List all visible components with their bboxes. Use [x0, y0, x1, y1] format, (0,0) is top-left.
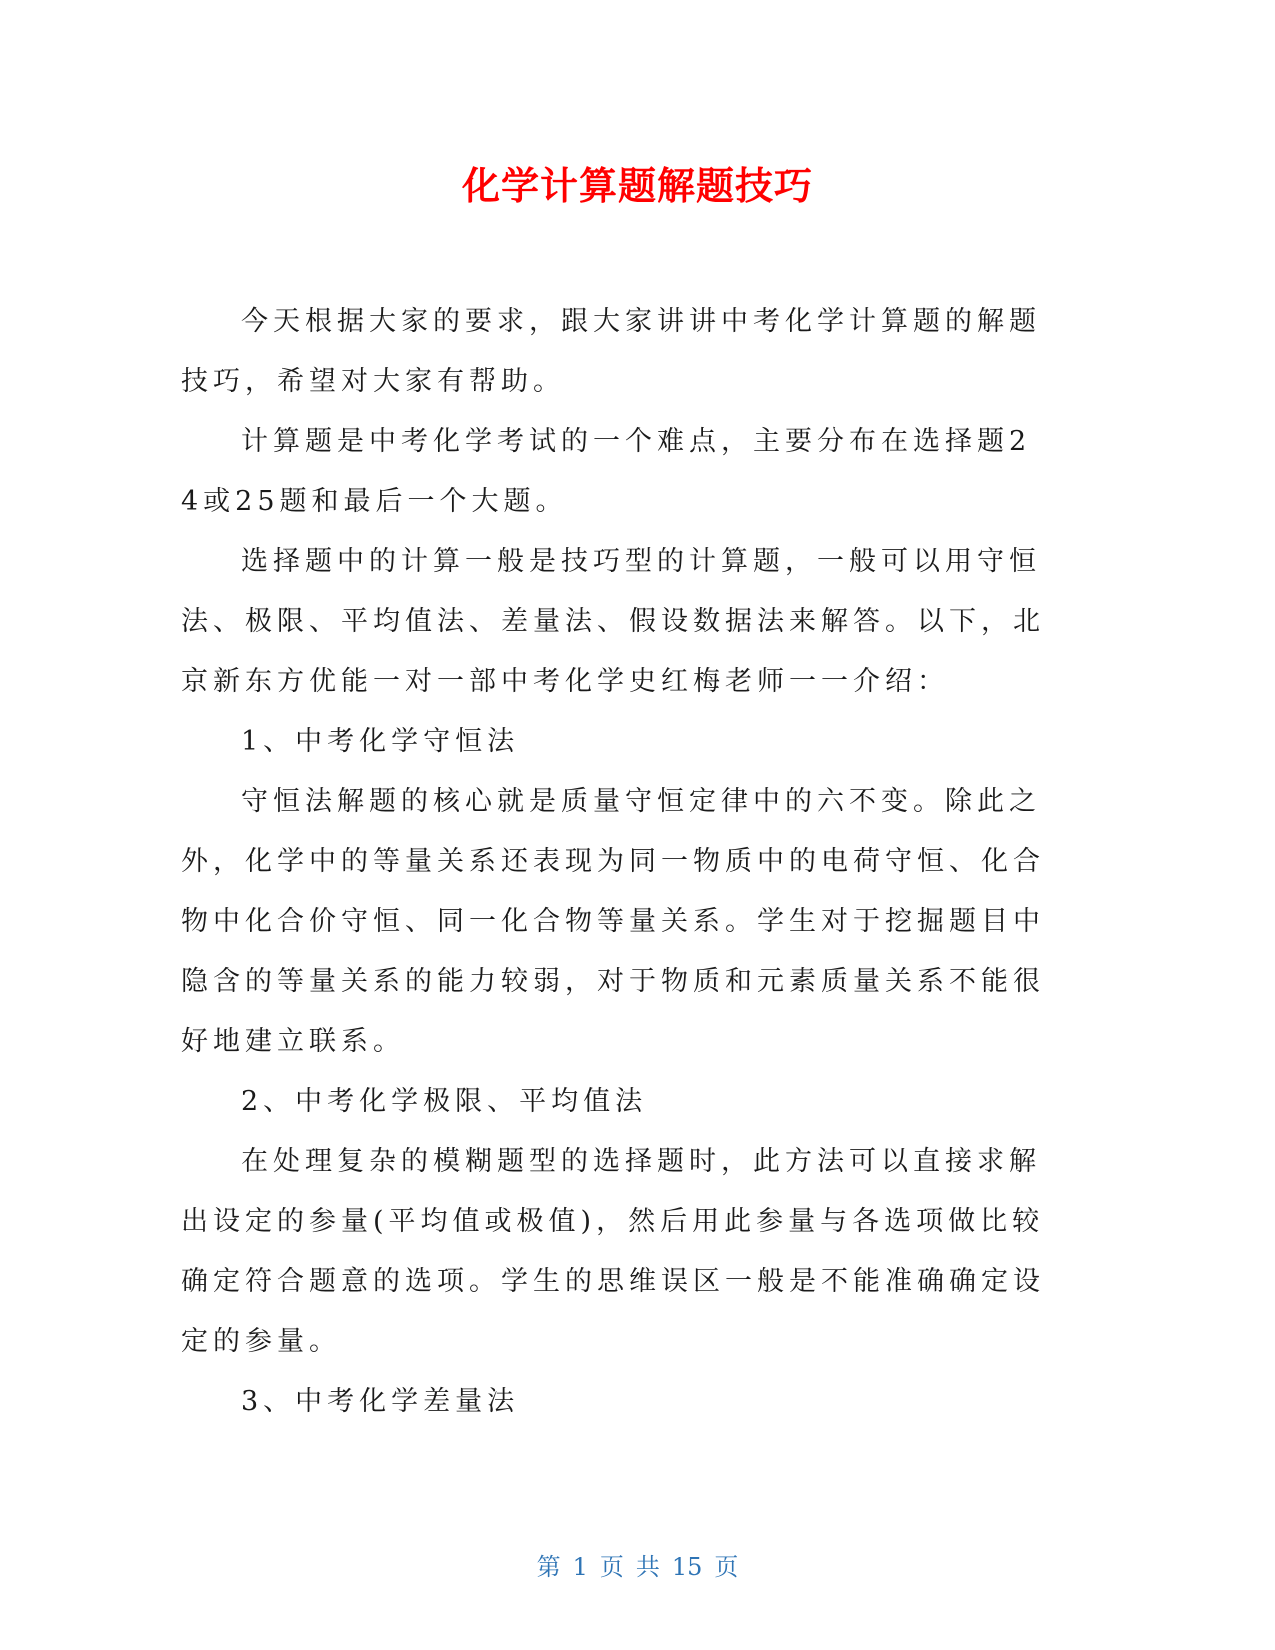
paragraph-limit-average: 在处理复杂的模糊题型的选择题时，此方法可以直接求解出设定的参量(平均值或极值)，然后用此参量与各选项做比较确定符合题意的选项。学生的思维误区一般是不能准确确定设定的参量。	[181, 1146, 1045, 1357]
heading-limit-average-method: 2、中考化学极限、平均值法	[241, 1086, 648, 1117]
document-title: 化学计算题解题技巧	[461, 164, 813, 208]
paragraph-difficulty: 计算题是中考化学考试的一个难点，主要分布在选择题24或25题和最后一个大题。	[181, 426, 1032, 517]
footer-suffix: 页	[714, 1553, 739, 1581]
footer-total-word: 共	[635, 1553, 660, 1581]
heading-difference-method: 3、中考化学差量法	[241, 1386, 520, 1417]
document-body	[181, 292, 1051, 1432]
footer-page-number: 1	[572, 1553, 588, 1581]
footer-page-word: 页	[599, 1553, 624, 1581]
heading-conservation-method: 1、中考化学守恒法	[241, 726, 520, 757]
footer-total-pages: 15	[671, 1553, 703, 1581]
page-footer	[0, 1550, 1275, 1584]
footer-prefix: 第	[536, 1553, 561, 1581]
paragraph-conservation: 守恒法解题的核心就是质量守恒定律中的六不变。除此之外，化学中的等量关系还表现为同一物质中的电荷守恒、化合物中化合价守恒、同一化合物等量关系。学生对于挖掘题目中隐含的等量关系的能力较弱，对于物质和元素质量关系不能很好地建立联系。	[181, 786, 1045, 1057]
paragraph-methods: 选择题中的计算一般是技巧型的计算题，一般可以用守恒法、极限、平均值法、差量法、假设数据法来解答。以下，北京新东方优能一对一部中考化学史红梅老师一一介绍：	[181, 546, 1045, 697]
paragraph-intro: 今天根据大家的要求，跟大家讲讲中考化学计算题的解题技巧，希望对大家有帮助。	[181, 306, 1041, 397]
